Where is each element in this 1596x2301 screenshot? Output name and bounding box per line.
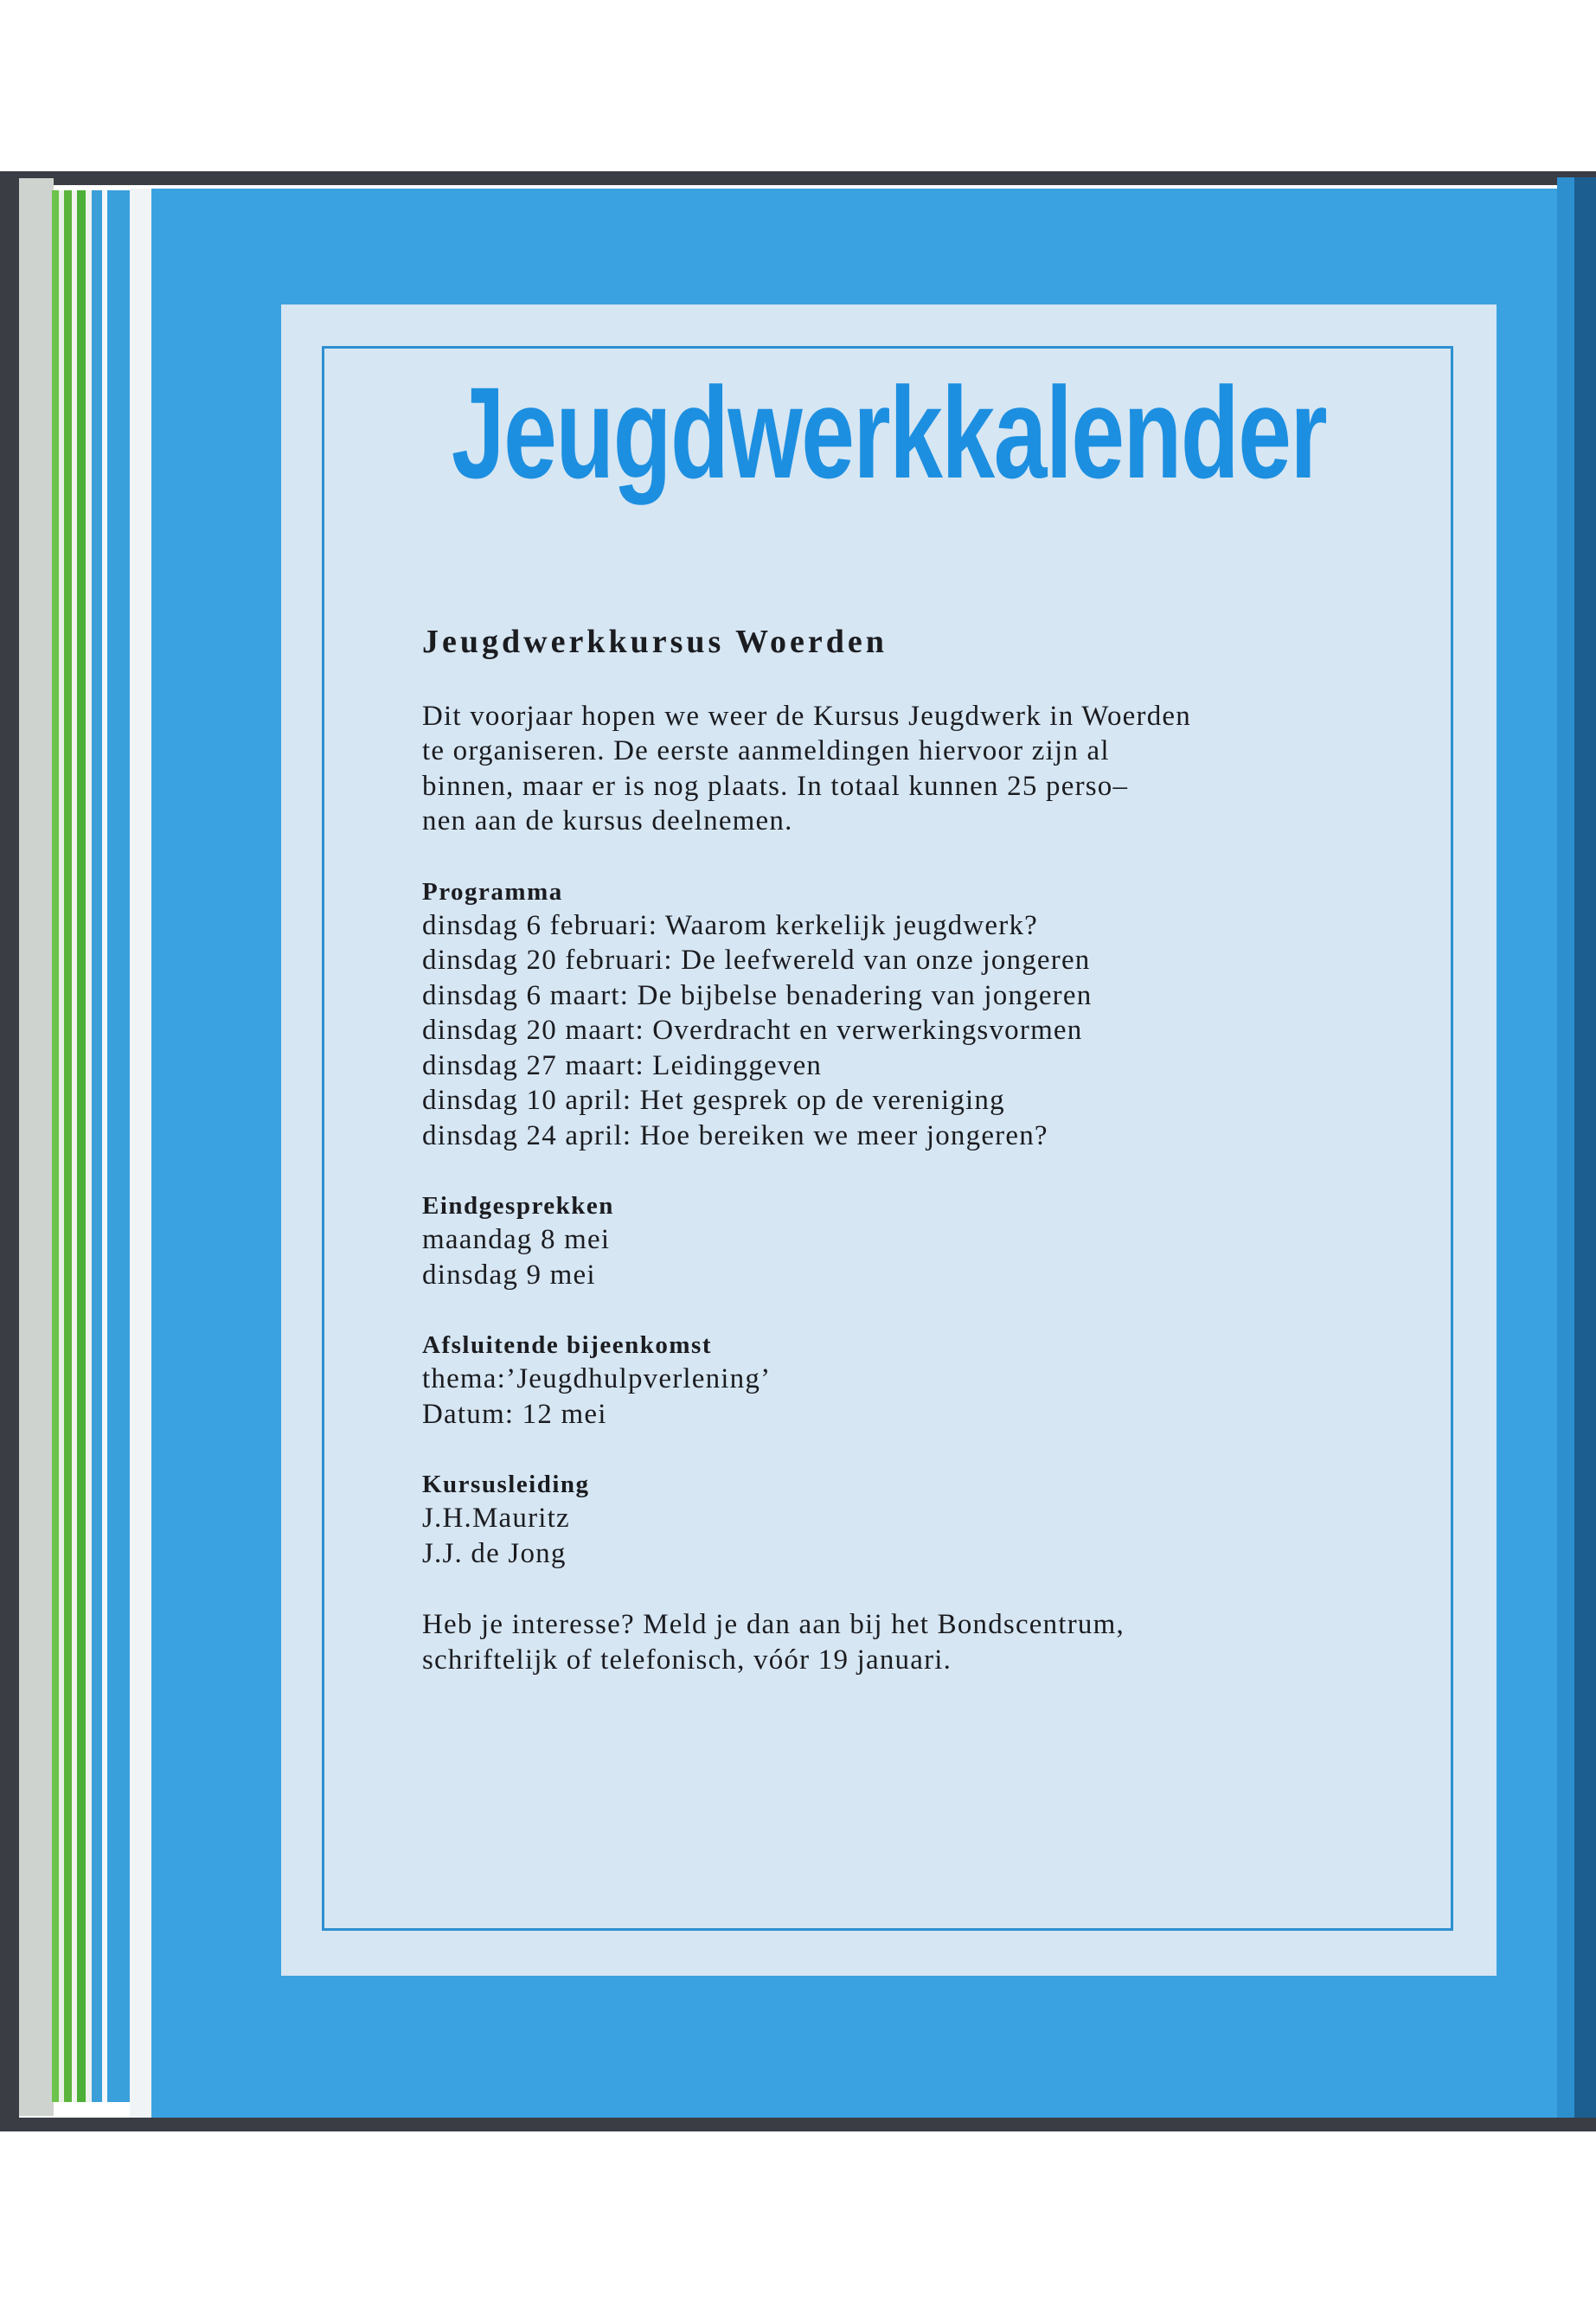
binding-dark-strip	[0, 173, 19, 2128]
intro-line: nen aan de kursus deelnemen.	[422, 805, 793, 837]
outro-paragraph	[422, 1607, 1382, 1677]
program-item: dinsdag 27 maart: Leidinggeven	[422, 1049, 823, 1081]
article-subtitle: Jeugdwerkkursus Woerden	[422, 624, 888, 660]
binding-cloth	[19, 178, 54, 2116]
eindgesprekken-section	[422, 1189, 1382, 1292]
intro-line: te organiseren. De eerste aanmeldingen hiervoor zijn al	[422, 735, 1110, 767]
program-item: dinsdag 6 februari: Waarom kerkelijk jeugdwerk?	[422, 909, 1038, 941]
kursusleiding-section	[422, 1468, 1382, 1571]
page-edge-white	[86, 190, 92, 2102]
program-item: dinsdag 24 april: Hoe bereiken we meer jongeren?	[422, 1119, 1048, 1151]
leader-name: J.H.Mauritz	[422, 1503, 570, 1535]
intro-line: binnen, maar er is nog plaats. In totaal kunnen 25 perso–	[422, 770, 1129, 802]
afsluitende-theme: thema:’Jeugdhulpverlening’	[422, 1363, 772, 1395]
page-margin	[130, 189, 152, 2118]
eindgesprek-date: dinsdag 9 mei	[422, 1259, 596, 1291]
eindgesprek-date: maandag 8 mei	[422, 1224, 611, 1256]
intro-line: Dit voorjaar hopen we weer de Kursus Jeugdwerk in Woerden	[422, 700, 1191, 732]
program-item: dinsdag 10 april: Het gesprek op de vereniging	[422, 1085, 1005, 1117]
page-edge-green	[77, 190, 86, 2102]
kursusleiding-heading: Kursusleiding	[422, 1471, 590, 1499]
afsluitende-section	[422, 1329, 1382, 1432]
article-body	[422, 623, 1382, 1677]
program-item: dinsdag 6 maart: De bijbelse benadering van jongeren	[422, 979, 1093, 1011]
afsluitende-heading: Afsluitende bijeenkomst	[422, 1331, 712, 1360]
top-edge-shadow	[0, 171, 1596, 185]
outro-line: schriftelijk of telefonisch, vóór 19 januari.	[422, 1644, 952, 1676]
page-edge-green	[52, 190, 59, 2102]
afsluitende-date: Datum: 12 mei	[422, 1398, 607, 1430]
right-page-edge-shadow	[1574, 177, 1596, 2119]
program-item: dinsdag 20 maart: Overdracht en verwerkingsvormen	[422, 1015, 1083, 1047]
bottom-edge-shadow	[0, 2118, 1596, 2131]
eindgesprekken-heading: Eindgesprekken	[422, 1192, 614, 1221]
programma-heading: Programma	[422, 877, 563, 906]
outro-line: Heb je interesse? Meld je dan aan bij het Bondscentrum,	[422, 1609, 1125, 1641]
page-edge-green	[64, 190, 72, 2102]
intro-paragraph	[422, 699, 1382, 839]
page-edge-blue	[92, 190, 102, 2102]
programma-section	[422, 875, 1382, 1154]
leader-name: J.J. de Jong	[422, 1537, 567, 1569]
program-item: dinsdag 20 februari: De leefwereld van onze jongeren	[422, 945, 1091, 977]
page-title: Jeugdwerkkalender	[451, 360, 1327, 505]
